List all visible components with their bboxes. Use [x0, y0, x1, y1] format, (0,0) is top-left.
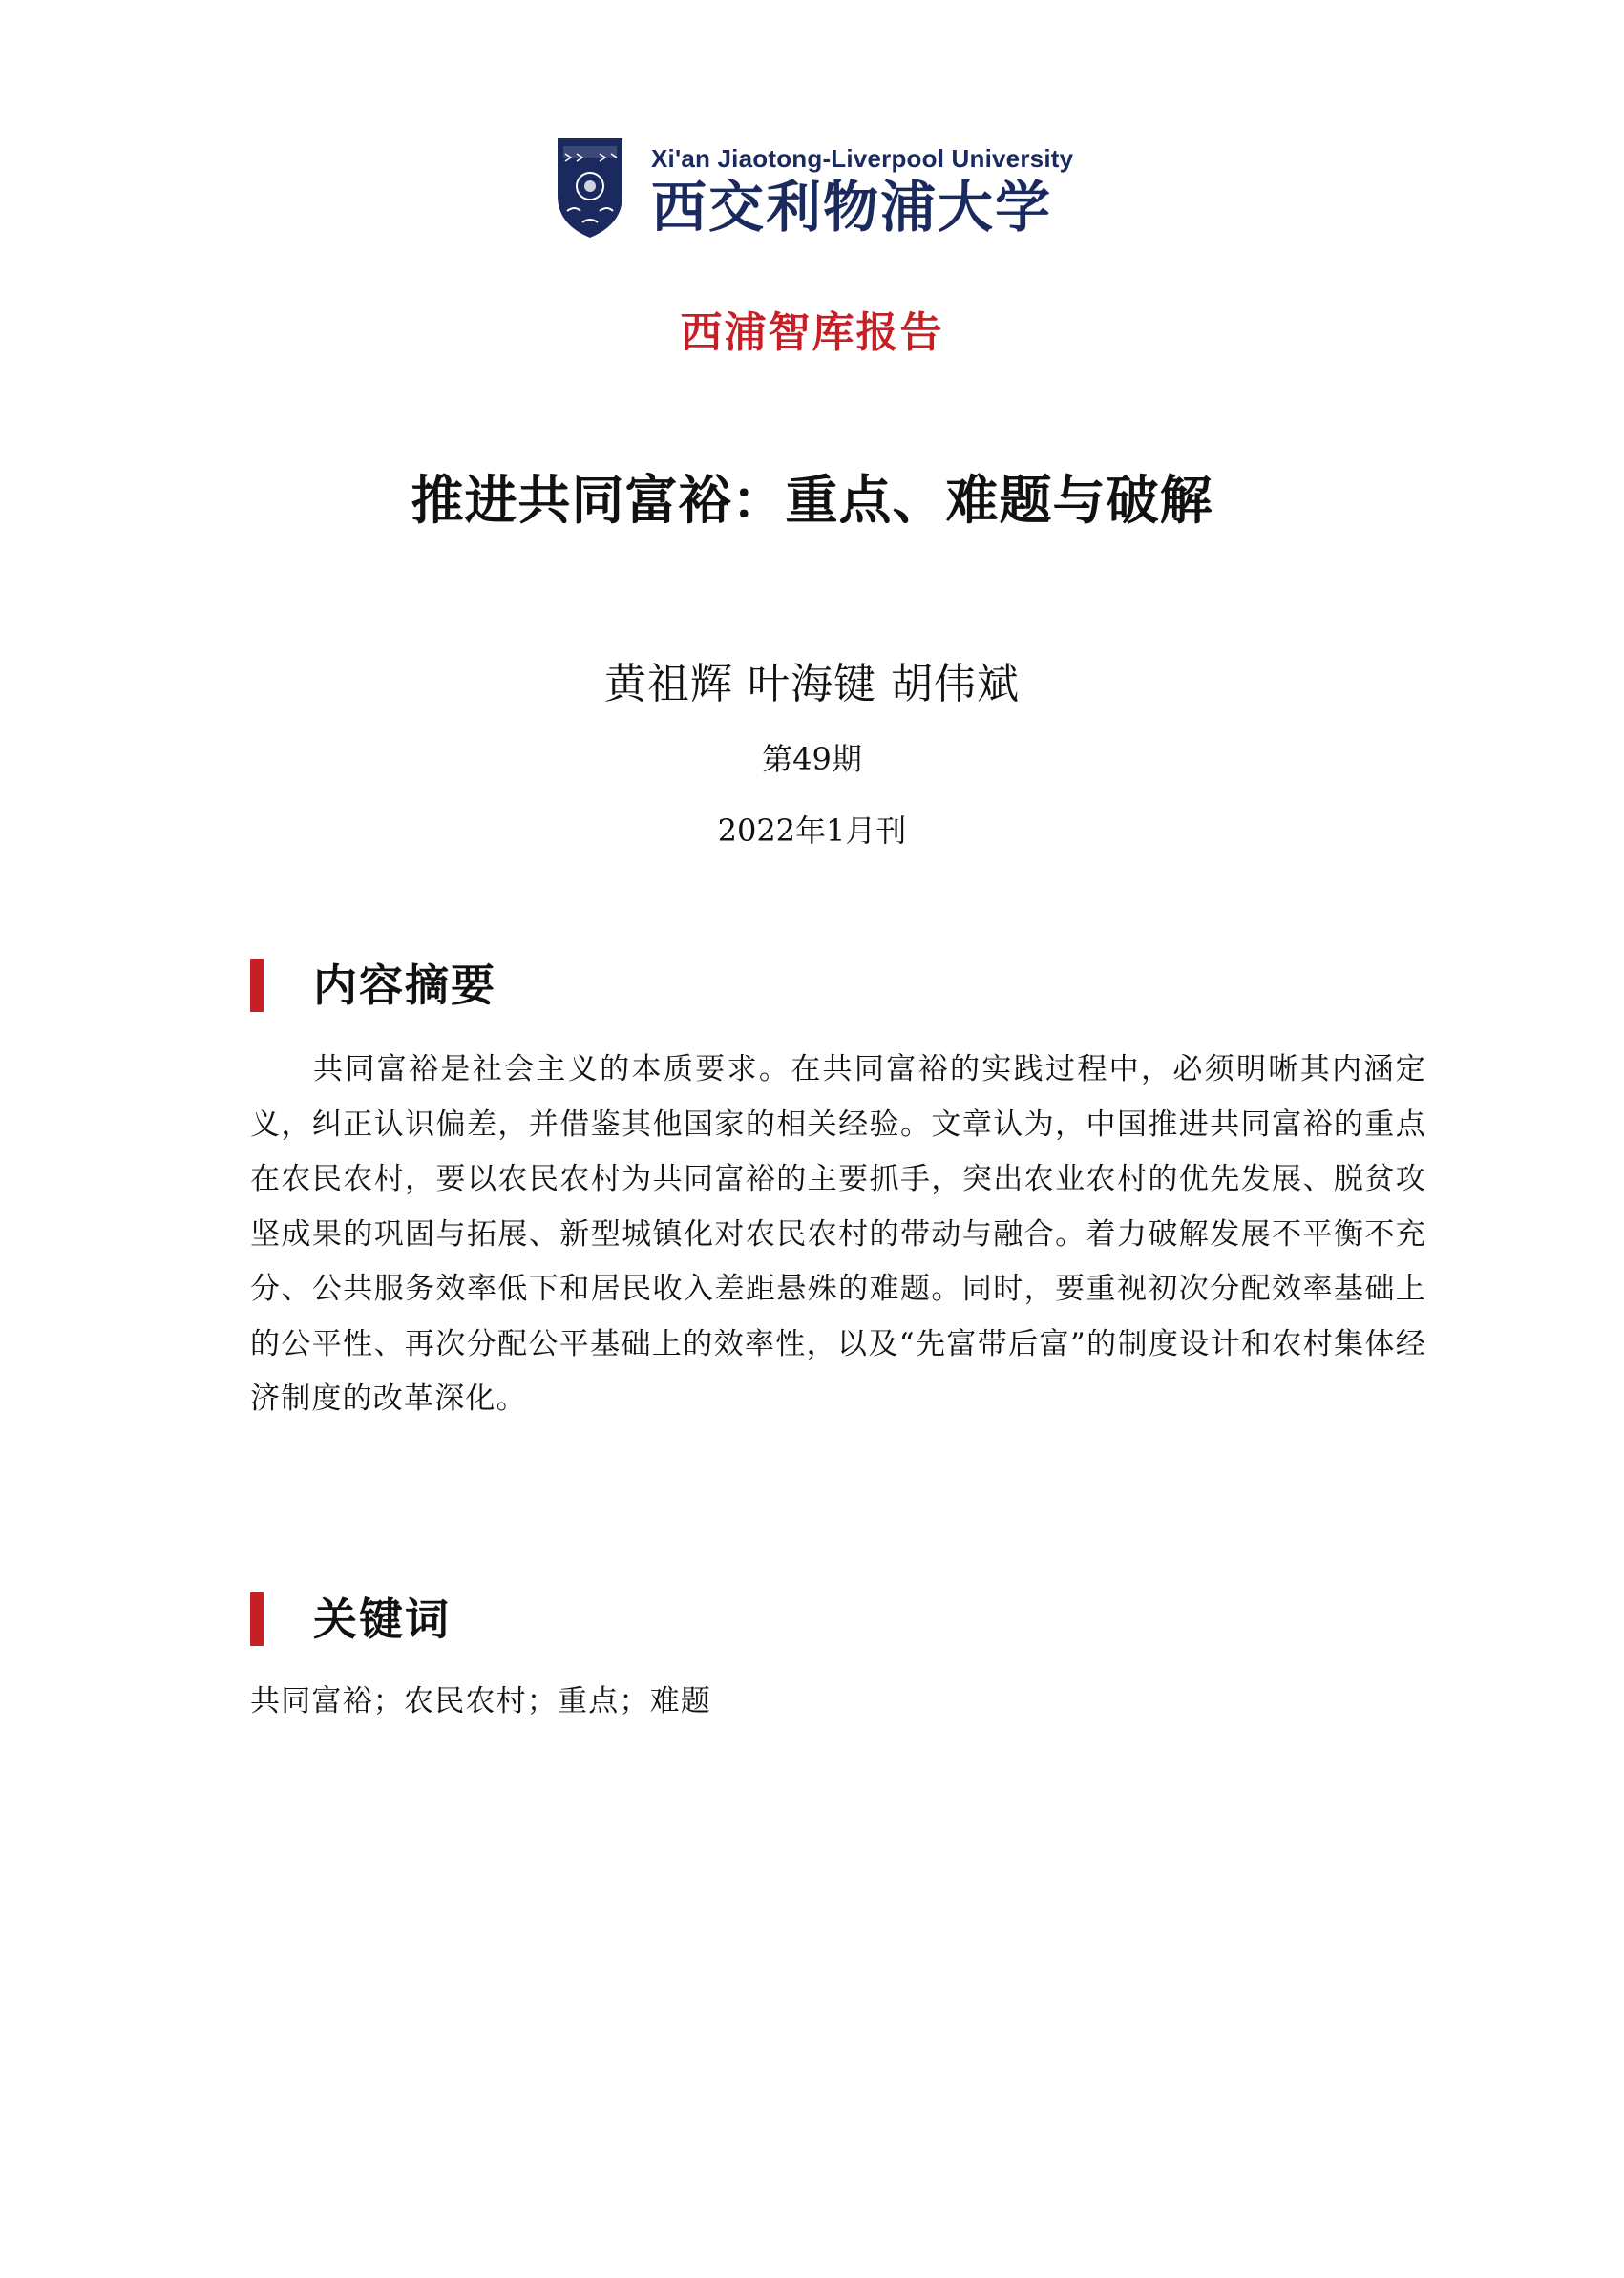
report-series-label: 西浦智库报告 [680, 308, 944, 357]
logo-chinese-name: 西交利物浦大学 [651, 175, 1053, 240]
keywords-text: 共同富裕；农民农村；重点；难题 [250, 1684, 711, 1719]
keywords-heading-text: 关键词 [313, 1593, 451, 1645]
report-publication-date: 2022年1月刊 [717, 812, 907, 849]
logo-english-name: Xi'an Jiaotong-Liverpool University [651, 144, 1074, 173]
report-issue-number: 第49期 [762, 741, 862, 777]
abstract-heading-text: 内容摘要 [313, 960, 496, 1011]
keywords-heading-marker [250, 1592, 264, 1646]
abstract-heading-marker [250, 959, 264, 1012]
university-crest-icon [556, 137, 624, 240]
university-logo [556, 137, 1074, 240]
abstract-text: 共同富裕是社会主义的本质要求。在共同富裕的实践过程中，必须明晰其内涵定义，纠正认识偏差，并借鉴其他国家的相关经验。文章认为，中国推进共同富裕的重点在农民农村，要以农民农村为共同富裕的主要抓手，突出农业农村的优先发展、脱贫攻坚成果的巩固与拓展、新型城镇化对农民农村的带动与融合。着力破解发展不平衡不充分、公共服务效率低下和居民收入差距悬殊的难题。同时，要重视初次分配效率基础上的公平性、再次分配公平基础上的效率性，以及“先富带后富”的制度设计和农村集体经济制度的改革深化。 [250, 1052, 1426, 1416]
report-title: 推进共同富裕：重点、难题与破解 [411, 469, 1213, 531]
report-authors: 黄祖辉 叶海键 胡伟斌 [604, 660, 1020, 708]
